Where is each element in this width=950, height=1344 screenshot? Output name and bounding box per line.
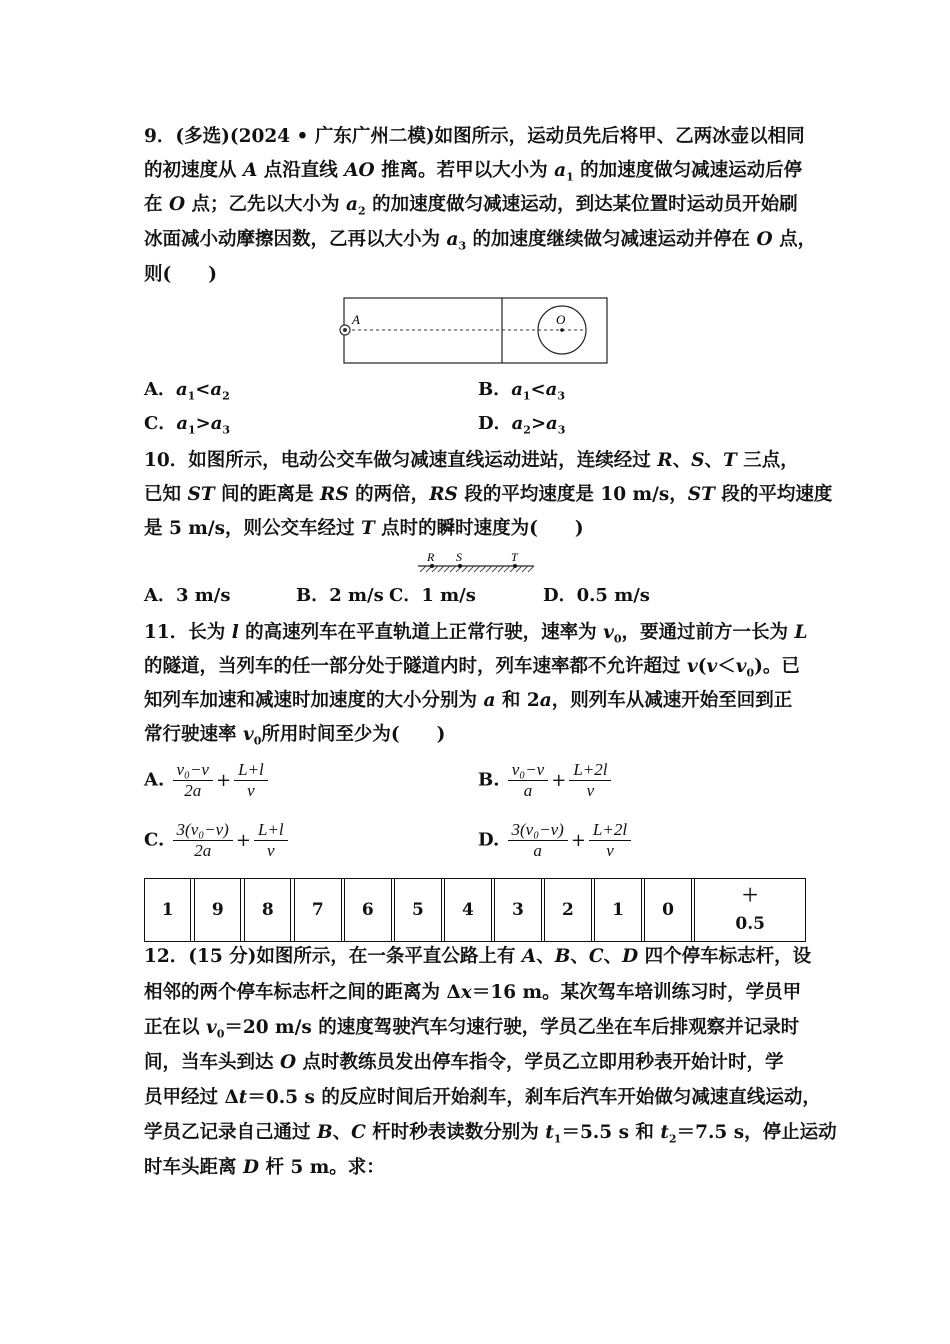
q9-option-b[interactable]: B．$a_1<a_3$ (478, 379, 565, 403)
q9-line: 则( ) (144, 264, 218, 285)
score-cell: 4 (445, 879, 491, 942)
curling-figure (336, 296, 612, 368)
q10-option-d[interactable]: D．0.5 m/s (543, 585, 650, 606)
q12-line: 间，当车头到达 O 点时教练员发出停车指令，学员乙立即用秒表开始计时，学 (144, 1052, 784, 1073)
q9-line: 的初速度从 A 点沿直线 AO 推离。若甲以大小为 $a_1$ 的加速度做匀减速运动后停 (144, 160, 803, 184)
q9-line: 在 O 点；乙先以大小为 $a_2$ 的加速度做匀减速运动，到达某位置时运动员开始刷 (144, 194, 798, 218)
score-cell: 3 (495, 879, 541, 942)
score-cell: 6 (345, 879, 391, 942)
score-cell: 1 (145, 879, 191, 942)
q11-line: 常行驶速率 $v_0$所用时间至少为( ) (144, 724, 446, 748)
score-table (144, 878, 806, 942)
point-r (430, 564, 434, 568)
q11-option-d[interactable]: D. $\frac{\text{3(v₀−v)}}{a}$ + $\frac{L+2l}{v}$ (478, 820, 633, 861)
label-t: T (511, 550, 518, 564)
q11-line: 11．长为 l 的高速列车在平直轨道上正常行驶，速率为 $v_0$，要通过前方一长为 L (144, 622, 808, 646)
q12-line: 12．(15 分)如图所示，在一条平直公路上有 A、B、C、D 四个停车标志杆，设 (144, 946, 812, 967)
label-a: A (352, 312, 360, 327)
point-s (458, 564, 462, 568)
q11-option-c[interactable]: C. $\frac{\text{3(v₀−v)}}{2a}$ + $\frac{L+l}{v}$ (144, 820, 290, 861)
q10-line: 已知 ST 间的距离是 RS 的两倍，RS 段的平均速度是 10 m/s，ST 段的平均速度 (144, 484, 833, 505)
q10-line: 10．如图所示，电动公交车做匀减速直线运动进站，连续经过 R、S、T 三点， (144, 450, 799, 471)
q11-option-b[interactable]: B. $\frac{\text{v₀−v}}{a}$ + $\frac{L+2l}{v}$ (478, 760, 613, 801)
q9-option-d[interactable]: D．$a_2>a_3$ (478, 413, 566, 437)
score-cell: 9 (195, 879, 241, 942)
q10-line: 是 5 m/s，则公交车经过 T 点时的瞬时速度为( ) (144, 518, 584, 539)
score-cell: 7 (295, 879, 341, 942)
point-t (513, 564, 517, 568)
score-row (145, 879, 806, 942)
q10-option-c[interactable]: C．1 m/s (389, 585, 476, 606)
road-figure (414, 548, 538, 574)
q9-option-c[interactable]: C．$a_1>a_3$ (144, 413, 231, 437)
q12-line: 学员乙记录自己通过 B、C 杆时秒表读数分别为 $t_1=5.5$ s 和 $t_2=7.5$ s，停止运动 (144, 1122, 837, 1146)
q10-option-b[interactable]: B．2 m/s (296, 585, 384, 606)
q9-line: 9．(多选)(2024 • 广东广州二模)如图所示，运动员先后将甲、乙两冰壶以相同 (144, 126, 805, 147)
label-r: R (427, 550, 435, 564)
q12-line: 时车头距离 D 杆 5 m。求： (144, 1157, 385, 1178)
q12-line: 员甲经过 Δt＝0.5 s 的反应时间后开始刹车，刹车后汽车开始做匀减速直线运动， (144, 1087, 821, 1108)
q12-line: 正在以 $v_0=20$ m/s 的速度驾驶汽车匀速行驶，学员乙坐在车后排观察并记录时 (144, 1017, 800, 1041)
score-cell: 5 (395, 879, 441, 942)
score-cell: 2 (545, 879, 591, 942)
q12-line: 相邻的两个停车标志杆之间的距离为 Δx＝16 m。某次驾车培训练习时，学员甲 (144, 982, 802, 1003)
q9-option-a[interactable]: A．$a_1<a_2$ (144, 379, 230, 403)
label-s: S (456, 550, 462, 564)
point-o-dot (560, 328, 564, 332)
score-cell: 0 (645, 879, 691, 942)
label-o: O (556, 312, 566, 327)
q10-option-a[interactable]: A．3 m/s (144, 585, 231, 606)
q9-line: 冰面减小动摩擦因数，乙再以大小为 $a_3$ 的加速度继续做匀减速运动并停在 O 点， (144, 229, 817, 253)
score-cell: 8 (245, 879, 291, 942)
q11-line: 知列车加速和减速时加速度的大小分别为 a 和 2a，则列车从减速开始至回到正 (144, 690, 793, 711)
score-cell: 1 (595, 879, 641, 942)
q11-option-a[interactable]: A. $\frac{\text{v₀−v}}{2a}$ + $\frac{L+l}{v}$ (144, 760, 270, 801)
score-cell: ＋ 0.5 (695, 879, 806, 942)
q11-line: 的隧道，当列车的任一部分处于隧道内时，列车速率都不允许超过 $v(v<v_0)$。已 (144, 656, 800, 680)
